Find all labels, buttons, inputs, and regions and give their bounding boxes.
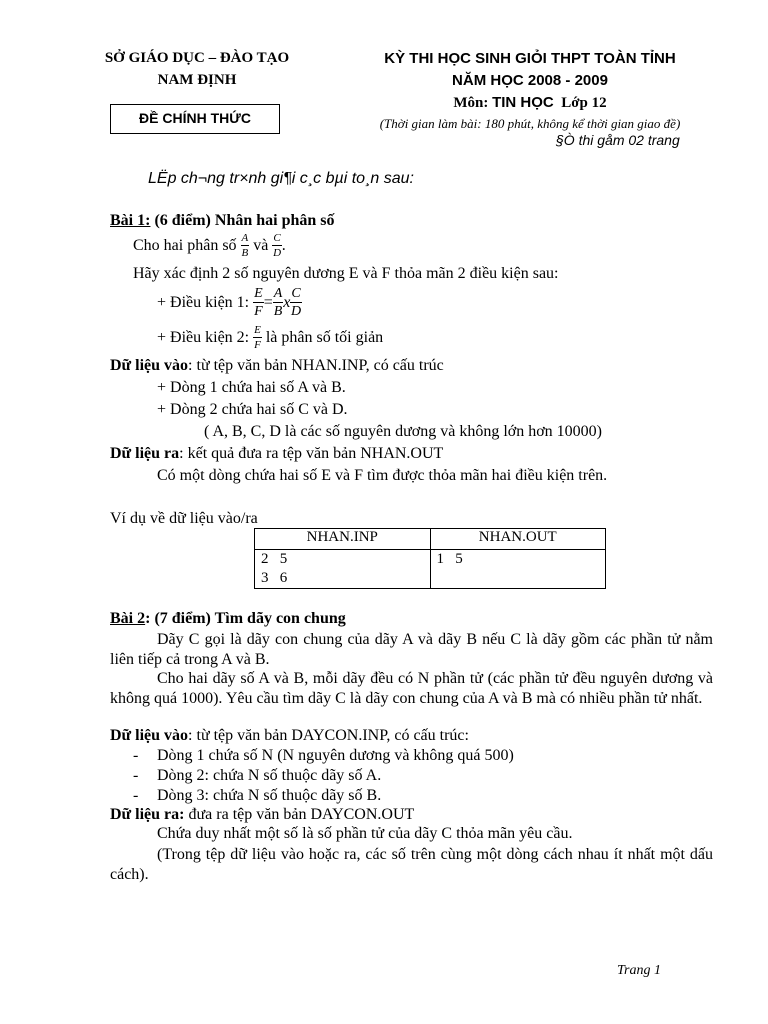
frac-numerator: E xyxy=(254,286,263,302)
bai1-input-text: : từ tệp văn bản NHAN.INP, có cấu trúc xyxy=(188,357,444,374)
bai1-title-rest: (6 điểm) Nhân hai phân số xyxy=(150,212,335,229)
equals-sign: = xyxy=(263,294,273,311)
time-note: (Thời gian làm bài: 180 phút, không kể thời gian giao đề) xyxy=(379,116,681,131)
bai1-output-text: : kết quả đưa ra tệp văn bản NHAN.OUT xyxy=(179,445,444,462)
bai2-paragraph2: Cho hai dãy số A và B, mỗi dãy đều có N phần tử (các phần tử đều nguyên dương và không quá 1000). Yêu cầu tìm dãy C là dãy con chung của A và B mà có nhiều phần tử nhất. xyxy=(110,670,713,707)
example-table xyxy=(254,528,606,589)
frac-denominator: F xyxy=(254,304,263,320)
list-item xyxy=(133,747,138,765)
bai1-output-label: Dữ liệu ra xyxy=(110,445,180,462)
bai2-input-item-2: Dòng 2: chứa N số thuộc dãy số A. xyxy=(157,767,382,784)
department-name: SỞ GIÁO DỤC – ĐÀO TẠO xyxy=(104,50,290,66)
subject-label: Môn: xyxy=(453,95,489,111)
bai2-input-text: : từ tệp văn bản DAYCON.INP, có cấu trúc: xyxy=(188,727,469,744)
inp-row: 2 5 xyxy=(261,551,288,567)
bai1-line1-pre: Cho hai phân số xyxy=(133,237,237,254)
intro-text: LËp ch¬ng tr×nh gi¶i c¸c bµi to¸n sau: xyxy=(148,170,414,187)
table-row xyxy=(255,529,606,550)
frac-numerator: A xyxy=(241,232,249,245)
fraction-e-f xyxy=(253,287,264,319)
table-cell-out xyxy=(430,550,606,589)
page-number: Trang 1 xyxy=(617,963,661,978)
exam-title: KỲ THI HỌC SINH GIỎI THPT TOÀN TỈNH xyxy=(384,50,676,67)
bai1-input-l1: + Dòng 1 chứa hai số A và B. xyxy=(157,379,346,396)
bai2-input-label: Dữ liệu vào xyxy=(110,727,189,744)
list-item xyxy=(133,767,138,785)
condition2-text: là phân số tối giản xyxy=(265,329,384,346)
table-row xyxy=(255,550,606,589)
frac-denominator: B xyxy=(241,247,249,260)
bai2-output-label: Dữ liệu ra: xyxy=(110,806,185,823)
frac-denominator: F xyxy=(254,339,261,352)
bai2-output-l2: (Trong tệp dữ liệu vào hoặc ra, các số trên cùng một dòng cách nhau ít nhất một dấu cách). xyxy=(110,846,713,883)
condition1-label: + Điều kiện 1: xyxy=(157,294,250,311)
bai1-line1-end: . xyxy=(281,237,286,254)
condition2-label: + Điều kiện 2: xyxy=(157,329,250,346)
bai2-output-l1: Chứa duy nhất một số là số phần tử của dãy C thỏa mãn yêu cầu. xyxy=(157,825,573,842)
bai2-paragraph1: Dãy C gọi là dãy con chung của dãy A và dãy B nếu C là dãy gồm các phần tử nằm liên tiếp cả trong A và B. xyxy=(110,631,713,668)
school-year: NĂM HỌC 2008 - 2009 xyxy=(452,72,608,89)
fraction-e-f xyxy=(253,325,262,351)
bai1-line1 xyxy=(133,233,286,259)
bai1-output-line xyxy=(110,445,443,463)
pages-note: §Ò thi gåm 02 trang xyxy=(556,132,680,148)
out-row: 1 5 xyxy=(436,551,463,567)
bai1-output-l1: Có một dòng chứa hai số E và F tìm được thỏa mãn hai điều kiện trên. xyxy=(157,467,608,484)
frac-denominator: D xyxy=(291,304,302,320)
fraction-c-d xyxy=(290,287,301,319)
example-label: Ví dụ về dữ liệu vào/ra xyxy=(110,510,258,527)
frac-numerator: C xyxy=(273,232,281,245)
subject-name: TIN HỌC xyxy=(492,94,554,111)
bai1-title: Bài 1: xyxy=(110,212,151,229)
bai1-line2: Hãy xác định 2 số nguyên dương E và F thỏa mãn 2 điều kiện sau: xyxy=(133,265,559,282)
bai2-output-line xyxy=(110,806,414,824)
frac-denominator: D xyxy=(273,247,282,260)
grade-label: Lớp 12 xyxy=(561,95,607,111)
subject-line xyxy=(340,94,720,112)
bullet-dash: - xyxy=(133,787,139,804)
bai1-condition1 xyxy=(157,286,302,320)
bai1-input-l3: ( A, B, C, D là các số nguyên dương và không lớn hơn 10000) xyxy=(204,423,603,440)
bai1-condition2 xyxy=(157,325,383,351)
frac-numerator: A xyxy=(273,286,283,302)
fraction-c-d xyxy=(272,233,281,259)
fraction-a-b xyxy=(273,287,284,319)
table-cell-inp xyxy=(255,550,431,589)
bai2-input-item-1: Dòng 1 chứa số N (N nguyên dương và không quá 500) xyxy=(157,747,514,764)
table-header-inp: NHAN.INP xyxy=(255,529,431,550)
multiply-sign: x xyxy=(283,294,291,311)
bai1-line1-and: và xyxy=(253,237,269,254)
bai2-heading xyxy=(110,610,346,628)
fraction-a-b xyxy=(241,233,250,259)
bai2-input-item-3: Dòng 3: chứa N số thuộc dãy số B. xyxy=(157,787,382,804)
frac-denominator: B xyxy=(273,304,283,320)
frac-numerator: E xyxy=(254,324,261,337)
bai1-input-l2: + Dòng 2 chứa hai số C và D. xyxy=(157,401,348,418)
frac-numerator: C xyxy=(291,286,301,302)
official-label: ĐỀ CHÍNH THỨC xyxy=(139,110,251,126)
bai1-input-label: Dữ liệu vào xyxy=(110,357,189,374)
table-header-out: NHAN.OUT xyxy=(430,529,606,550)
bullet-dash: - xyxy=(133,747,139,764)
bai1-heading xyxy=(110,212,335,230)
bai2-input-line xyxy=(110,727,469,745)
bullet-dash: - xyxy=(133,767,139,784)
bai2-title: Bài 2 xyxy=(110,610,146,627)
inp-row: 3 6 xyxy=(261,570,288,586)
list-item xyxy=(133,787,138,805)
bai2-output-text: đưa ra tệp văn bản DAYCON.OUT xyxy=(184,806,415,823)
province-name: NAM ĐỊNH xyxy=(157,72,237,88)
bai2-title-rest: : (7 điểm) Tìm dãy con chung xyxy=(145,610,346,627)
bai1-input-line xyxy=(110,357,444,375)
